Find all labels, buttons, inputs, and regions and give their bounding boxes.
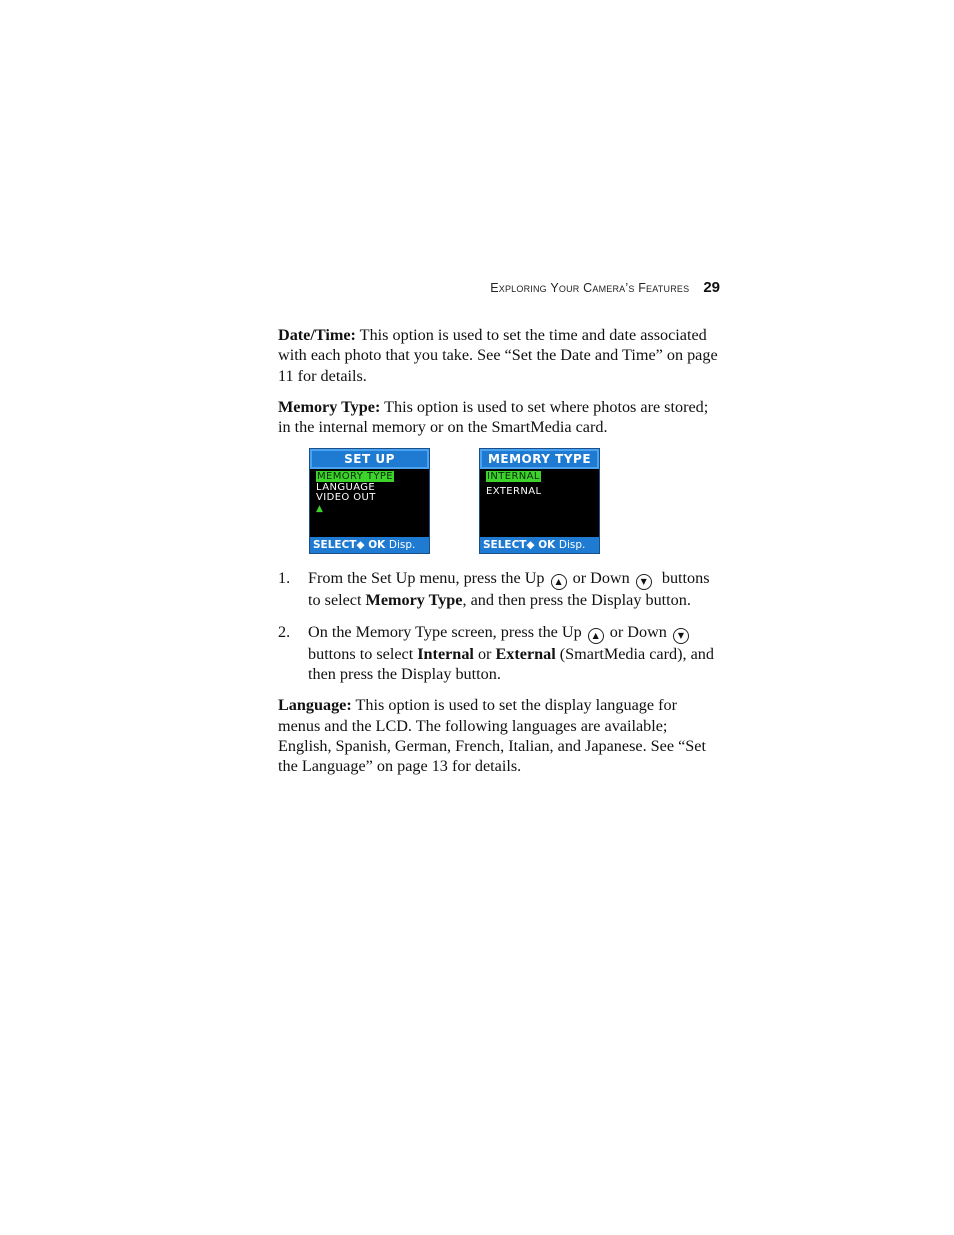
step-text: or Down [609,622,667,641]
lcd-title: SET UP [310,449,429,469]
footer-select: SELECT [313,539,357,552]
lcd-screens [278,448,720,556]
menu-item-internal: INTERNAL [487,471,540,483]
running-header [440,279,720,301]
menu-item-memory-type: MEMORY TYPE [317,471,394,483]
up-down-arrows-icon: ◆ [356,539,365,552]
step-text: On the Memory Type screen, press the Up [308,622,582,641]
more-items-arrow-icon: ▲ [316,503,324,514]
language-term: Language: [278,696,352,715]
step-text: (SmartMedia card), and then press the Display button. [308,644,714,684]
step-item [278,622,720,685]
footer-ok: OK [368,539,386,552]
footer-ok: OK [538,539,556,552]
up-button-icon: ▲ [551,574,567,590]
memory-type-text: This option is used to set where photos are stored; in the internal memory or on the SmartMedia card. [278,397,709,437]
up-button-icon: ▲ [588,628,604,644]
setup-menu-screen [309,448,430,554]
menu-item-language: LANGUAGE [316,481,376,493]
step-text: , and then press the Display button. [462,591,691,610]
up-down-arrows-icon: ◆ [526,539,535,552]
menu-item-video-out: VIDEO OUT [316,492,376,504]
step-bold-term: Internal [417,644,474,663]
memory-type-term: Memory Type: [278,397,381,416]
step-bold-term: External [495,644,556,663]
footer-select: SELECT [483,539,527,552]
steps-list [278,568,720,684]
lcd-title: MEMORY TYPE [480,449,599,469]
step-text: or Down [572,569,630,588]
page-number: 29 [703,279,720,296]
language-text: This option is used to set the display language for menus and the LCD. The following languages are available; English, Spanish, German, French, Italian, and Japanese. See “Set the Language” on page 13 for details. [278,696,706,776]
down-button-icon: ▼ [636,574,652,590]
footer-disp: Disp. [558,539,586,552]
date-time-term: Date/Time: [278,326,356,344]
step-bold-term: Memory Type [365,591,463,610]
menu-items [486,472,541,497]
step-text: or [473,644,496,663]
lcd-footer [480,537,599,553]
menu-items [316,472,394,514]
chapter-title: Exploring Your Camera’s Features [490,281,690,295]
memory-type-paragraph [278,397,720,438]
step-text: buttons to select [308,569,710,610]
down-button-icon: ▼ [673,628,689,644]
footer-disp: Disp. [388,539,416,552]
step-text: From the Set Up menu, press the Up [308,569,545,588]
language-paragraph [278,695,720,776]
memory-type-screen [479,448,600,554]
lcd-footer [310,537,429,553]
step-number: 2. [278,622,291,641]
menu-item-external: EXTERNAL [486,485,542,497]
step-item [278,568,720,610]
date-time-paragraph [278,325,720,386]
step-text: buttons to select [308,644,418,663]
step-number: 1. [278,569,291,588]
page-body [278,325,720,788]
date-time-text: This option is used to set the time and date associated with each photo that you take. See “Set the Date and Time” on page 11 for details. [278,326,718,385]
